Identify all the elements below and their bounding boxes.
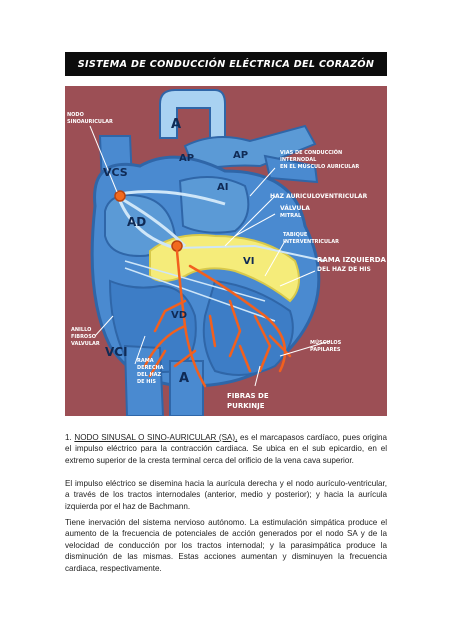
label-rama-izq-line2: DEL HAZ DE HIS xyxy=(317,266,371,273)
page-title-text: SISTEMA DE CONDUCCIÓN ELÉCTRICA DEL CORAZÓN xyxy=(77,58,375,70)
label-rama-der-line3: DEL HAZ xyxy=(137,372,162,378)
label-musculos-line1: MÚSCULOS xyxy=(310,340,342,346)
label-ap-right: AP xyxy=(233,150,249,161)
label-tabique-line1: TABIQUE xyxy=(283,232,308,238)
label-ai: AI xyxy=(217,182,229,193)
label-haz-av: HAZ AURICULOVENTRICULAR xyxy=(270,193,368,200)
label-nodo-line2: SINOAURICULAR xyxy=(67,119,113,125)
sa-node xyxy=(115,191,125,201)
label-rama-der-line1: RAMA xyxy=(137,358,154,364)
left-atrium xyxy=(180,177,248,233)
label-rama-der-line2: DERECHA xyxy=(137,365,164,371)
label-vias-line2: INTERNODAL xyxy=(280,157,317,163)
paragraph-1-prefix: 1. xyxy=(65,433,75,442)
label-ad: AD xyxy=(127,215,147,229)
label-vias-line3: EN EL MÚSCULO AURICULAR xyxy=(280,164,360,170)
label-ap-left: AP xyxy=(179,153,195,164)
label-anillo-line3: VALVULAR xyxy=(71,341,100,347)
page-title xyxy=(65,52,387,76)
label-rama-der-line4: DE HIS xyxy=(137,379,156,385)
label-a-bottom: A xyxy=(179,371,190,386)
label-fibras-line2: PURKINJE xyxy=(227,402,265,410)
label-vd: VD xyxy=(171,310,188,321)
label-tabique-line2: INTERVENTRICULAR xyxy=(283,239,339,245)
paragraph-2: El impulso eléctrico se disemina hacia la aurícula derecha y el nodo aurículo-ventricular, a través de los tractos internodales (anterior, medio y posterior); y hacia la aurícula izquierda por el haz de Bachmann. xyxy=(65,479,387,511)
label-vias-line1: VIAS DE CONDUCCIÓN xyxy=(280,150,343,156)
label-anillo-line1: ANILLO xyxy=(71,327,92,333)
heart-diagram-svg xyxy=(65,86,387,416)
label-a-top: A xyxy=(171,117,182,132)
label-rama-izq-line1: RAMA IZQUIERDA xyxy=(317,256,386,264)
label-anillo-line2: FIBROSO xyxy=(71,334,97,340)
label-valvula-line2: MITRAL xyxy=(280,213,302,219)
descending-aorta xyxy=(170,361,203,416)
label-vcs: VCS xyxy=(103,166,128,179)
label-nodo-line1: NODO xyxy=(67,112,84,118)
label-vci: VCI xyxy=(105,345,128,359)
label-fibras-line1: FIBRAS DE xyxy=(227,392,269,400)
paragraph-1-highlight: NODO SINUSAL O SINO-AURICULAR (SA), xyxy=(74,433,238,442)
paragraph-3: Tiene inervación del sistema nervioso autónomo. La estimulación simpática produce el aumento de la frecuencia de potenciales de acción generados por el nodo SA y de la velocidad de conducción por los tractos internodal; y la parasimpática produce la disminución de las mismas. Estas acciones aumentan y disminuyen la frecuencia cardiaca, respectivamente. xyxy=(65,518,387,573)
label-vi: VI xyxy=(243,256,255,267)
av-node xyxy=(172,241,182,251)
heart-conduction-diagram xyxy=(65,86,387,416)
label-valvula-line1: VÁLVULA xyxy=(280,205,310,212)
paragraph-1-body: es el marcapasos cardíaco, pues origina el impulso eléctrico para la contracción cardiaca. Se ubica en el sub epicardio, en el extremo superior de la cresta terminal cerca del orificio de la vena cava superior. xyxy=(65,433,388,465)
paragraph-1 xyxy=(65,432,387,466)
label-musculos-line2: PAPILARES xyxy=(310,347,341,353)
